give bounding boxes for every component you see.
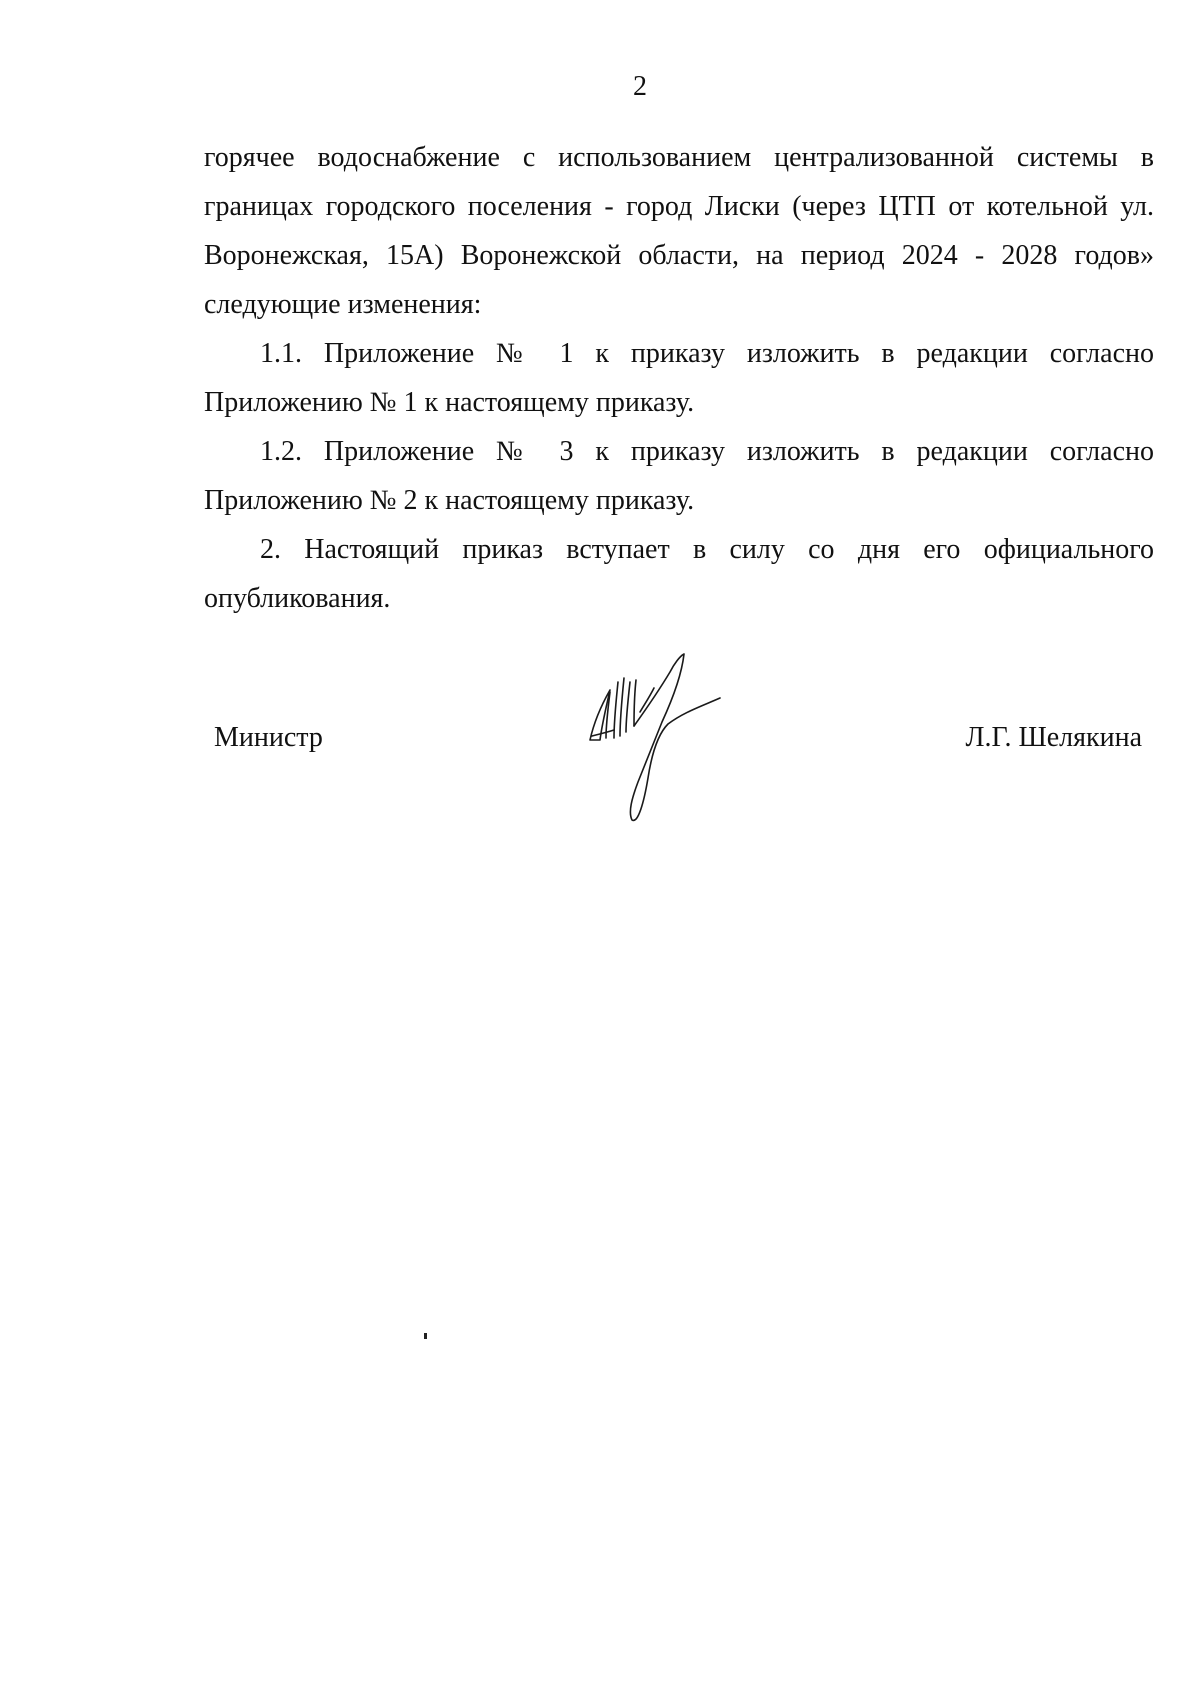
document-body <box>204 133 1154 623</box>
signer-position: Министр <box>214 722 323 753</box>
signer-name: Л.Г. Шелякина <box>965 722 1142 753</box>
paragraph-item-1-2: 1.2. Приложение № 3 к приказу изложить в редакции согласно Приложению № 2 к настоящему приказу. <box>204 436 1154 516</box>
handwritten-signature <box>584 652 724 824</box>
stray-mark <box>424 1333 427 1339</box>
paragraph-item-1-1: 1.1. Приложение № 1 к приказу изложить в редакции согласно Приложению № 1 к настоящему приказу. <box>204 338 1154 418</box>
paragraph-item-2: 2. Настоящий приказ вступает в силу со дня его официального опубликования. <box>204 534 1154 614</box>
paragraph-continuation: горячее водоснабжение с использованием централизованной системы в границах городского поселения - город Лиски (через ЦТП от котельной ул. Воронежская, 15А) Воронежской области, на период 2024 - 2028 годов» следующие изменения: <box>204 142 1154 320</box>
page-number: 2 <box>633 71 647 102</box>
